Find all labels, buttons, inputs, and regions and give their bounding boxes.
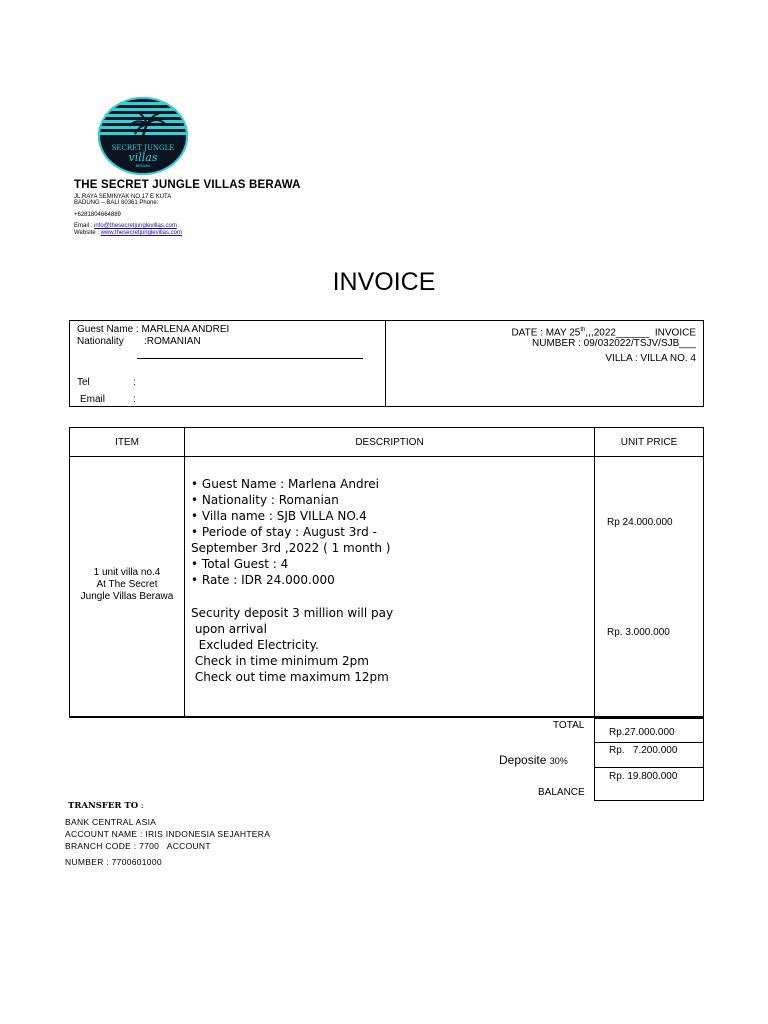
unit-price-2: Rp. 3.000.000 bbox=[607, 627, 670, 638]
company-website-row bbox=[74, 230, 182, 237]
nationality-value: :ROMANIAN bbox=[144, 336, 201, 347]
company-address-line1: JL.RAYA SEMINYAK NO.17 E KUTA bbox=[74, 194, 172, 200]
box-divider bbox=[385, 321, 386, 407]
description-cell bbox=[185, 457, 595, 717]
bullet-item: • Periode of stay : August 3rd - bbox=[191, 525, 377, 539]
transfer-heading: TRANSFER TO bbox=[68, 801, 139, 811]
note-line: Excluded Electricity. bbox=[191, 638, 319, 652]
deposit-percent: 30% bbox=[549, 756, 568, 766]
item-line: At The Secret bbox=[96, 579, 158, 590]
company-name: THE SECRET JUNGLE VILLAS BERAWA bbox=[74, 179, 301, 191]
header-description: DESCRIPTION bbox=[185, 428, 595, 457]
bullet-continuation: September 3rd ,2022 ( 1 month ) bbox=[191, 541, 391, 555]
guest-name: Guest Name : MARLENA ANDREI bbox=[77, 324, 230, 335]
note-line: Check out time maximum 12pm bbox=[191, 670, 389, 684]
deposit-label-row bbox=[499, 753, 568, 767]
item-cell bbox=[70, 457, 185, 717]
website-label: Website : bbox=[74, 230, 101, 236]
total-label: TOTAL bbox=[553, 720, 585, 731]
bullet-item: • Total Guest : 4 bbox=[191, 557, 289, 571]
note-line: Security deposit 3 million will pay bbox=[191, 606, 394, 620]
invoice-number: NUMBER : 09/032022/TSJV/SJB___ bbox=[532, 338, 696, 349]
invoice-date: DATE : MAY 25th,,,2022______ INVOICE bbox=[511, 327, 696, 339]
item-line: 1 unit villa no.4 bbox=[93, 567, 161, 578]
guest-info-box bbox=[69, 320, 704, 407]
email-value: : bbox=[133, 394, 136, 405]
company-logo bbox=[97, 96, 189, 176]
unit-price-cell bbox=[595, 457, 704, 717]
svg-text:BERAWA: BERAWA bbox=[135, 164, 151, 168]
deposit-box bbox=[594, 743, 704, 768]
svg-text:villas: villas bbox=[128, 151, 158, 164]
total-value: Rp.27.000.000 bbox=[609, 727, 675, 738]
items-table bbox=[69, 427, 704, 718]
email-label: Email : bbox=[74, 223, 95, 229]
balance-value: Rp. 19.800.000 bbox=[609, 771, 678, 782]
tel-value: : bbox=[133, 377, 136, 388]
nationality-label: Nationality bbox=[77, 336, 124, 347]
account-number: NUMBER : 7700601000 bbox=[65, 857, 162, 867]
tel-label: Tel bbox=[77, 377, 90, 388]
company-address-line2: BADUNG – BALI 80361 Phone: bbox=[74, 200, 159, 206]
invoice-title: INVOICE bbox=[332, 268, 436, 296]
header-item: ITEM bbox=[70, 428, 185, 457]
bullet-item: • Guest Name : Marlena Andrei bbox=[191, 477, 379, 491]
bullet-item: • Rate : IDR 24.000.000 bbox=[191, 573, 335, 587]
balance-box bbox=[594, 768, 704, 801]
header-unit-price: UNIT PRICE bbox=[595, 428, 704, 457]
company-email-link[interactable]: info@thesecretjunglevillas.com bbox=[94, 223, 177, 229]
transfer-details bbox=[65, 816, 270, 868]
balance-label: BALANCE bbox=[538, 787, 585, 798]
svg-text:SECRET JUNGLE: SECRET JUNGLE bbox=[111, 144, 175, 152]
deposit-label: Deposite bbox=[499, 753, 547, 767]
note-line: upon arrival bbox=[191, 622, 267, 636]
villa-number: VILLA : VILLA NO. 4 bbox=[605, 353, 696, 364]
bullet-item: • Villa name : SJB VILLA NO.4 bbox=[191, 509, 367, 523]
transfer-heading-row: TRANSFER TO : bbox=[68, 801, 144, 811]
item-line: Jungle Villas Berawa bbox=[80, 591, 174, 602]
account-name: ACCOUNT NAME : IRIS INDONESIA SEJAHTERA bbox=[65, 829, 271, 839]
branch-code: BRANCH CODE : 7700 ACCOUNT bbox=[65, 841, 211, 851]
bank-name: BANK CENTRAL ASIA bbox=[65, 817, 157, 827]
deposit-value: Rp. 7.200.000 bbox=[609, 745, 678, 756]
company-phone: +6281804664889 bbox=[74, 212, 121, 218]
underline bbox=[137, 358, 363, 359]
email-label: Email bbox=[80, 394, 106, 405]
company-website-link[interactable]: www.thesecretjunglevillas.com bbox=[100, 230, 182, 236]
company-email-row bbox=[74, 223, 177, 230]
note-line: Check in time minimum 2pm bbox=[191, 654, 369, 668]
total-box bbox=[594, 717, 704, 743]
unit-price-1: Rp 24.000.000 bbox=[607, 517, 673, 528]
bullet-item: • Nationality : Romanian bbox=[191, 493, 339, 507]
